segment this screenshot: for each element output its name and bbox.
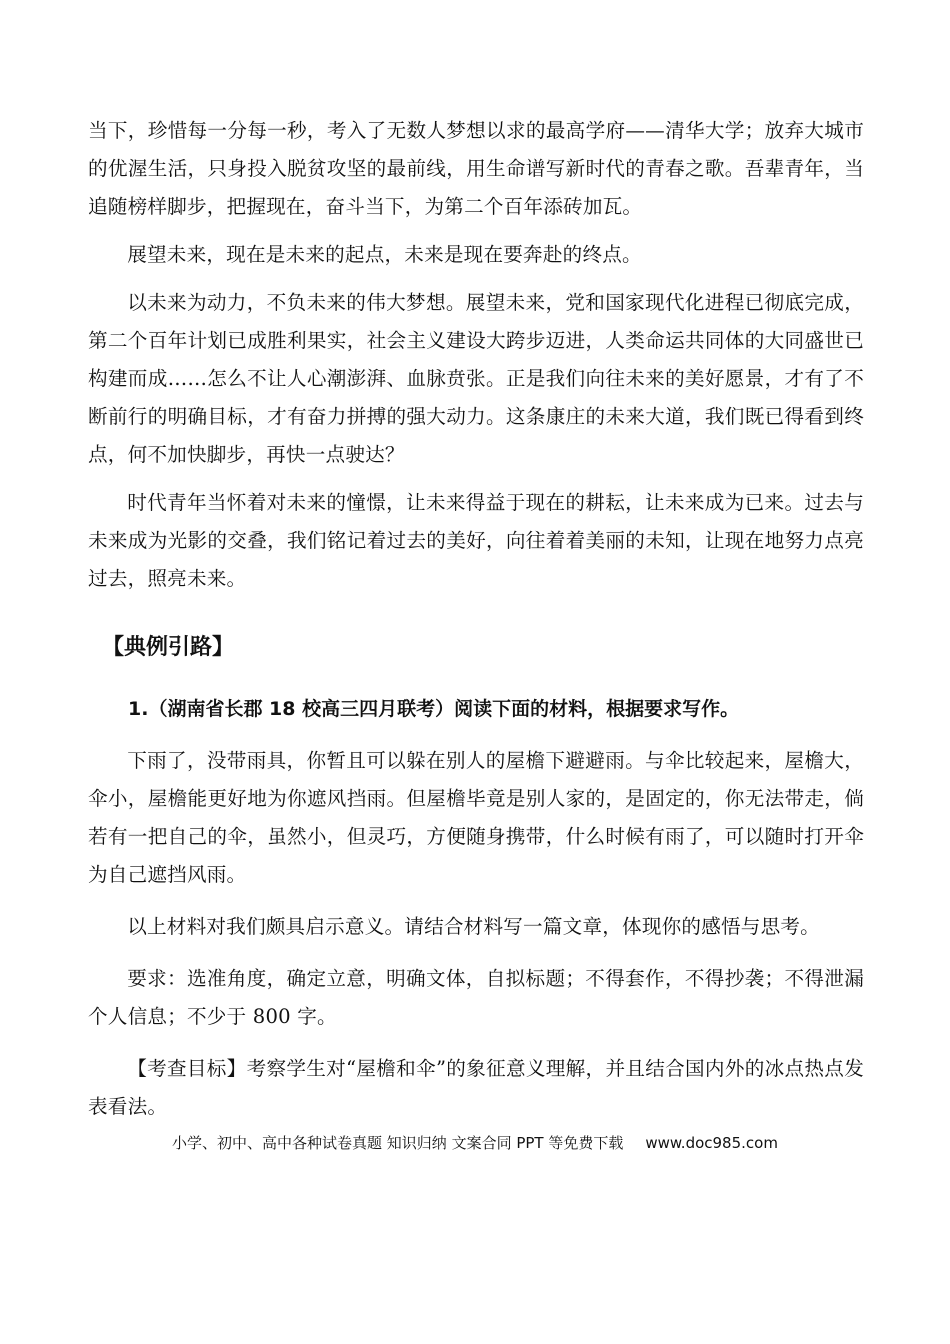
- question-material: 下雨了，没带雨具，你暂且可以躲在别人的屋檐下避避雨。与伞比较起来，屋檐大，伞小，屋檐能更好地为你遮风挡雨。但屋檐毕竟是别人家的，是固定的，你无法带走，倘若有一把自己的伞，虽然小，但灵巧，方便随身携带，什么时候有雨了，可以随时打开伞为自己遮挡风雨。: [88, 749, 864, 886]
- body-paragraph-3: 以未来为动力，不负未来的伟大梦想。展望未来，党和国家现代化进程已彻底完成，第二个百年计划已成胜利果实，社会主义建设大跨步迈进，人类命运共同体的大同盛世已构建而成……怎么不让人心潮澎湃、血脉贲张。正是我们向往未来的美好愿景，才有了不断前行的明确目标，才有奋力拼搏的强大动力。这条康庄的未来大道，我们既已得看到终点，何不加快脚步，再快一点驶达？: [88, 291, 864, 466]
- question-requirements: 要求：选准角度，确定立意，明确文体，自拟标题；不得套作，不得抄袭；不得泄漏个人信息；不少于 800 字。: [88, 967, 864, 1028]
- body-paragraph-1: 当下，珍惜每一分每一秒，考入了无数人梦想以求的最高学府——清华大学；放弃大城市的优渥生活，只身投入脱贫攻坚的最前线，用生命谱写新时代的青春之歌。吾辈青年，当追随榜样脚步，把握现在，奋斗当下，为第二个百年添砖加瓦。: [88, 119, 864, 218]
- footer-site-link[interactable]: www.doc985.com: [645, 1134, 778, 1152]
- body-paragraph-2: 展望未来，现在是未来的起点，未来是现在要奔赴的终点。: [127, 243, 642, 266]
- question-title: 1.（湖南省长郡 18 校高三四月联考）阅读下面的材料，根据要求写作。: [128, 698, 740, 720]
- page-footer: [0, 1132, 950, 1154]
- question-target: 【考查目标】考察学生对“屋檐和伞”的象征意义理解，并且结合国内外的冰点热点发表看法。: [88, 1057, 864, 1118]
- question-prompt: 以上材料对我们颇具启示意义。请结合材料写一篇文章，体现你的感悟与思考。: [127, 915, 820, 938]
- section-heading: 【典例引路】: [102, 635, 235, 660]
- document-page: [88, 112, 864, 1126]
- body-paragraph-4: 时代青年当怀着对未来的憧憬，让未来得益于现在的耕耘，让未来成为已来。过去与未来成为光影的交叠，我们铭记着过去的美好，向往着着美丽的未知，让现在地努力点亮过去，照亮未来。: [88, 491, 864, 590]
- footer-text: 小学、初中、高中各种试卷真题 知识归纳 文案合同 PPT 等免费下载: [172, 1134, 624, 1152]
